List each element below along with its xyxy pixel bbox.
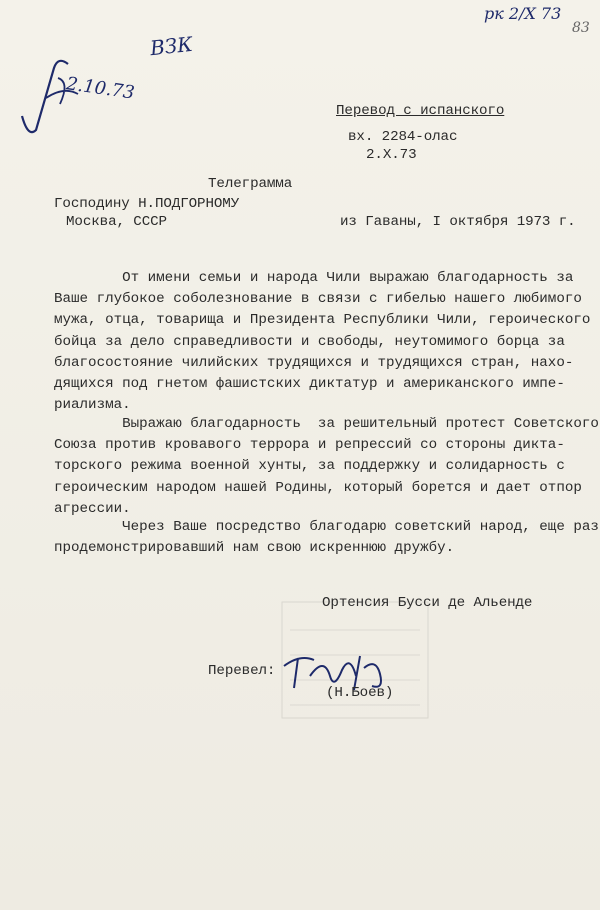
paragraph-line: Ваше глубокое соболезнование в связи с гибелью нашего любимого xyxy=(54,291,582,308)
paragraph-line: продемонстрировавший нам свою искреннюю дружбу. xyxy=(54,540,455,557)
paragraph-3 xyxy=(54,517,599,559)
page-number: 83 xyxy=(572,20,590,36)
paragraph-line: дящихся под гнетом фашистских диктатур и американского импе- xyxy=(54,376,565,393)
incoming-number: вх. 2284-олас xyxy=(348,129,458,145)
incoming-date: 2.Х.73 xyxy=(366,147,417,163)
paragraph-line: агрессии. xyxy=(54,500,131,517)
translation-note: Перевод с испанского xyxy=(336,103,505,119)
recipient-city: Москва, СССР xyxy=(66,214,167,230)
translator-name: (Н.Боев) xyxy=(326,685,394,701)
translator-label: Перевел: xyxy=(208,663,276,679)
paragraph-line: От имени семьи и народа Чили выражаю благодарность за xyxy=(54,270,574,286)
paragraph-line: Выражаю благодарность за решительный протест Советского xyxy=(54,416,599,432)
margin-note-date: 2.10.73 xyxy=(64,73,136,104)
paragraph-line: героическим народом нашей Родины, который борется и дает отпор xyxy=(54,479,582,496)
paragraph-2 xyxy=(54,414,599,520)
paragraph-line: Союза против кровавого террора и репрессий со стороны дикта- xyxy=(54,437,565,454)
paragraph-line: благосостояние чилийских трудящихся и трудящихся стран, нахо- xyxy=(54,354,574,371)
recipient-name: Господину Н.ПОДГОРНОМУ xyxy=(54,196,240,212)
paragraph-line: мужа, отца, товарища и Президента Республики Чили, героического xyxy=(54,312,591,329)
archive-reference: рк 2/Х 73 xyxy=(484,4,562,23)
paragraph-line: бойца за дело справедливости и свободы, неутомимого борца за xyxy=(54,333,565,350)
margin-note-initials: ВЗК xyxy=(148,31,194,61)
signatory: Ортенсия Бусси де Альенде xyxy=(322,595,533,611)
document-type: Телеграмма xyxy=(208,176,293,192)
origin-line: из Гаваны, I октября 1973 г. xyxy=(340,214,576,230)
paragraph-line: торского режима военной хунты, за поддержку и солидарность с xyxy=(54,458,565,475)
paragraph-line: Через Ваше посредство благодарю советский народ, еще раз xyxy=(54,519,599,535)
paragraph-line: риализма. xyxy=(54,397,131,414)
paragraph-1 xyxy=(54,268,591,416)
